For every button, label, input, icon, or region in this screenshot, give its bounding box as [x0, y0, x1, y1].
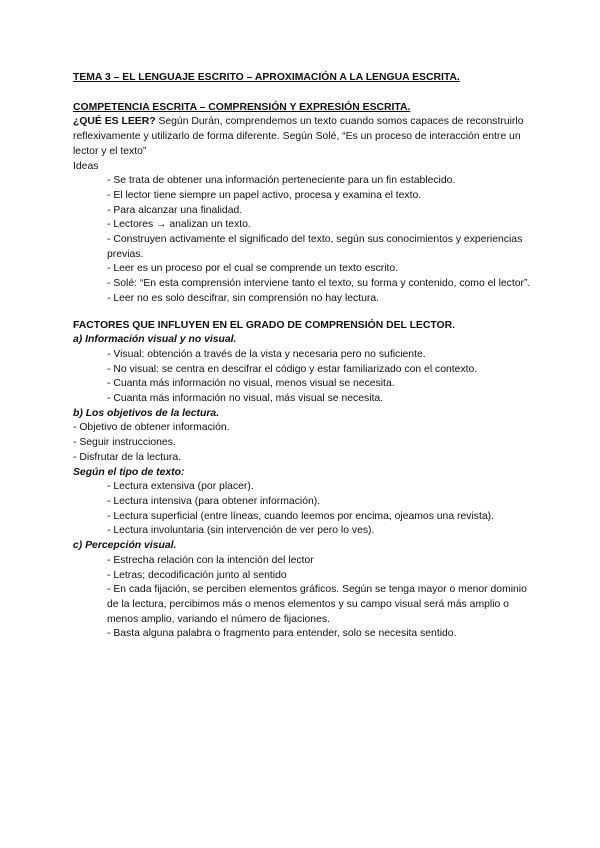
question-text: Según Durán, comprendemos un texto cuando somos capaces de reconstruirlo reflexivamente y utilizarlo de forma diferente. Según Solé, “Es un proceso de interacción entre un lector y el texto”: [73, 116, 524, 157]
factor-a-item: - Cuanta más información no visual, menos visual se necesita.: [107, 378, 395, 390]
factor-b-item: - Disfrutar de la lectura.: [73, 451, 181, 463]
section1-heading: COMPETENCIA ESCRITA – COMPRENSIÓN Y EXPRESIÓN ESCRITA.: [73, 101, 411, 113]
factor-a-item: - Cuanta más información no visual, más visual se necesita.: [107, 393, 384, 405]
factor-b-item: - Objetivo de obtener información.: [73, 422, 230, 434]
idea-item: - Lectores → analizan un texto.: [107, 219, 251, 231]
document-title: TEMA 3 – EL LENGUAJE ESCRITO – APROXIMACIÓN A LA LENGUA ESCRITA.: [73, 72, 460, 83]
factor-b-label: b) Los objetivos de la lectura.: [73, 407, 220, 419]
section2-heading: FACTORES QUE INFLUYEN EN EL GRADO DE COMPRENSIÓN DEL LECTOR.: [73, 319, 455, 331]
question-paragraph: [73, 115, 533, 159]
text-type-item: - Lectura extensiva (por placer).: [107, 481, 254, 493]
text-type-item: - Lectura superficial (entre líneas, cuando leemos por encima, ojeamos una revista).: [107, 510, 494, 522]
idea-item: - Leer no es solo descifrar, sin comprensión no hay lectura.: [107, 292, 380, 304]
text-type-item: - Lectura involuntaria (sin intervención de ver pero lo ves).: [107, 525, 375, 537]
ideas-label: Ideas: [73, 160, 99, 172]
factor-c-item: - En cada fijación, se perciben elementos gráficos. Según se tenga mayor o menor dominio de la lectura, percibimos más o menos elementos y su campo visual será más amplio o menos amplio, variando el número de fijaciones.: [107, 584, 527, 625]
text-type-label: Según el tipo de texto:: [73, 466, 185, 478]
idea-item: - Para alcanzar una finalidad.: [107, 204, 243, 216]
idea-item: - Se trata de obtener una información perteneciente para un fin establecido.: [107, 175, 456, 187]
idea-item: - El lector tiene siempre un papel activo, procesa y examina el texto.: [107, 189, 422, 201]
factor-c-label: c) Percepción visual.: [73, 540, 177, 552]
factor-a-item: - No visual: se centra en descifrar el código y estar familiarizado con el contexto.: [107, 363, 478, 375]
factor-c-item: - Estrecha relación con la intención del lector: [107, 554, 314, 566]
text-type-item: - Lectura intensiva (para obtener información).: [107, 495, 321, 507]
factor-a-item: - Visual: obtención a través de la vista y necesaria pero no suficiente.: [107, 348, 426, 360]
factor-b-item: - Seguir instrucciones.: [73, 437, 176, 449]
idea-item: - Construyen activamente el significado del texto, según sus conocimientos y experiencias previas.: [107, 234, 523, 260]
question-label: ¿QUÉ ES LEER?: [73, 116, 156, 128]
idea-item: - Solé: “En esta comprensión interviene tanto el texto, su forma y contenido, como el lector”.: [107, 278, 531, 290]
factor-c-item: - Basta alguna palabra o fragmento para entender, solo se necesita sentido.: [107, 628, 457, 640]
idea-item: - Leer es un proceso por el cual se comprende un texto escrito.: [107, 263, 399, 275]
factor-c-item: - Letras; decodificación junto al sentido: [107, 569, 287, 581]
document-body: [73, 71, 533, 642]
factor-a-label: a) Información visual y no visual.: [73, 334, 237, 346]
